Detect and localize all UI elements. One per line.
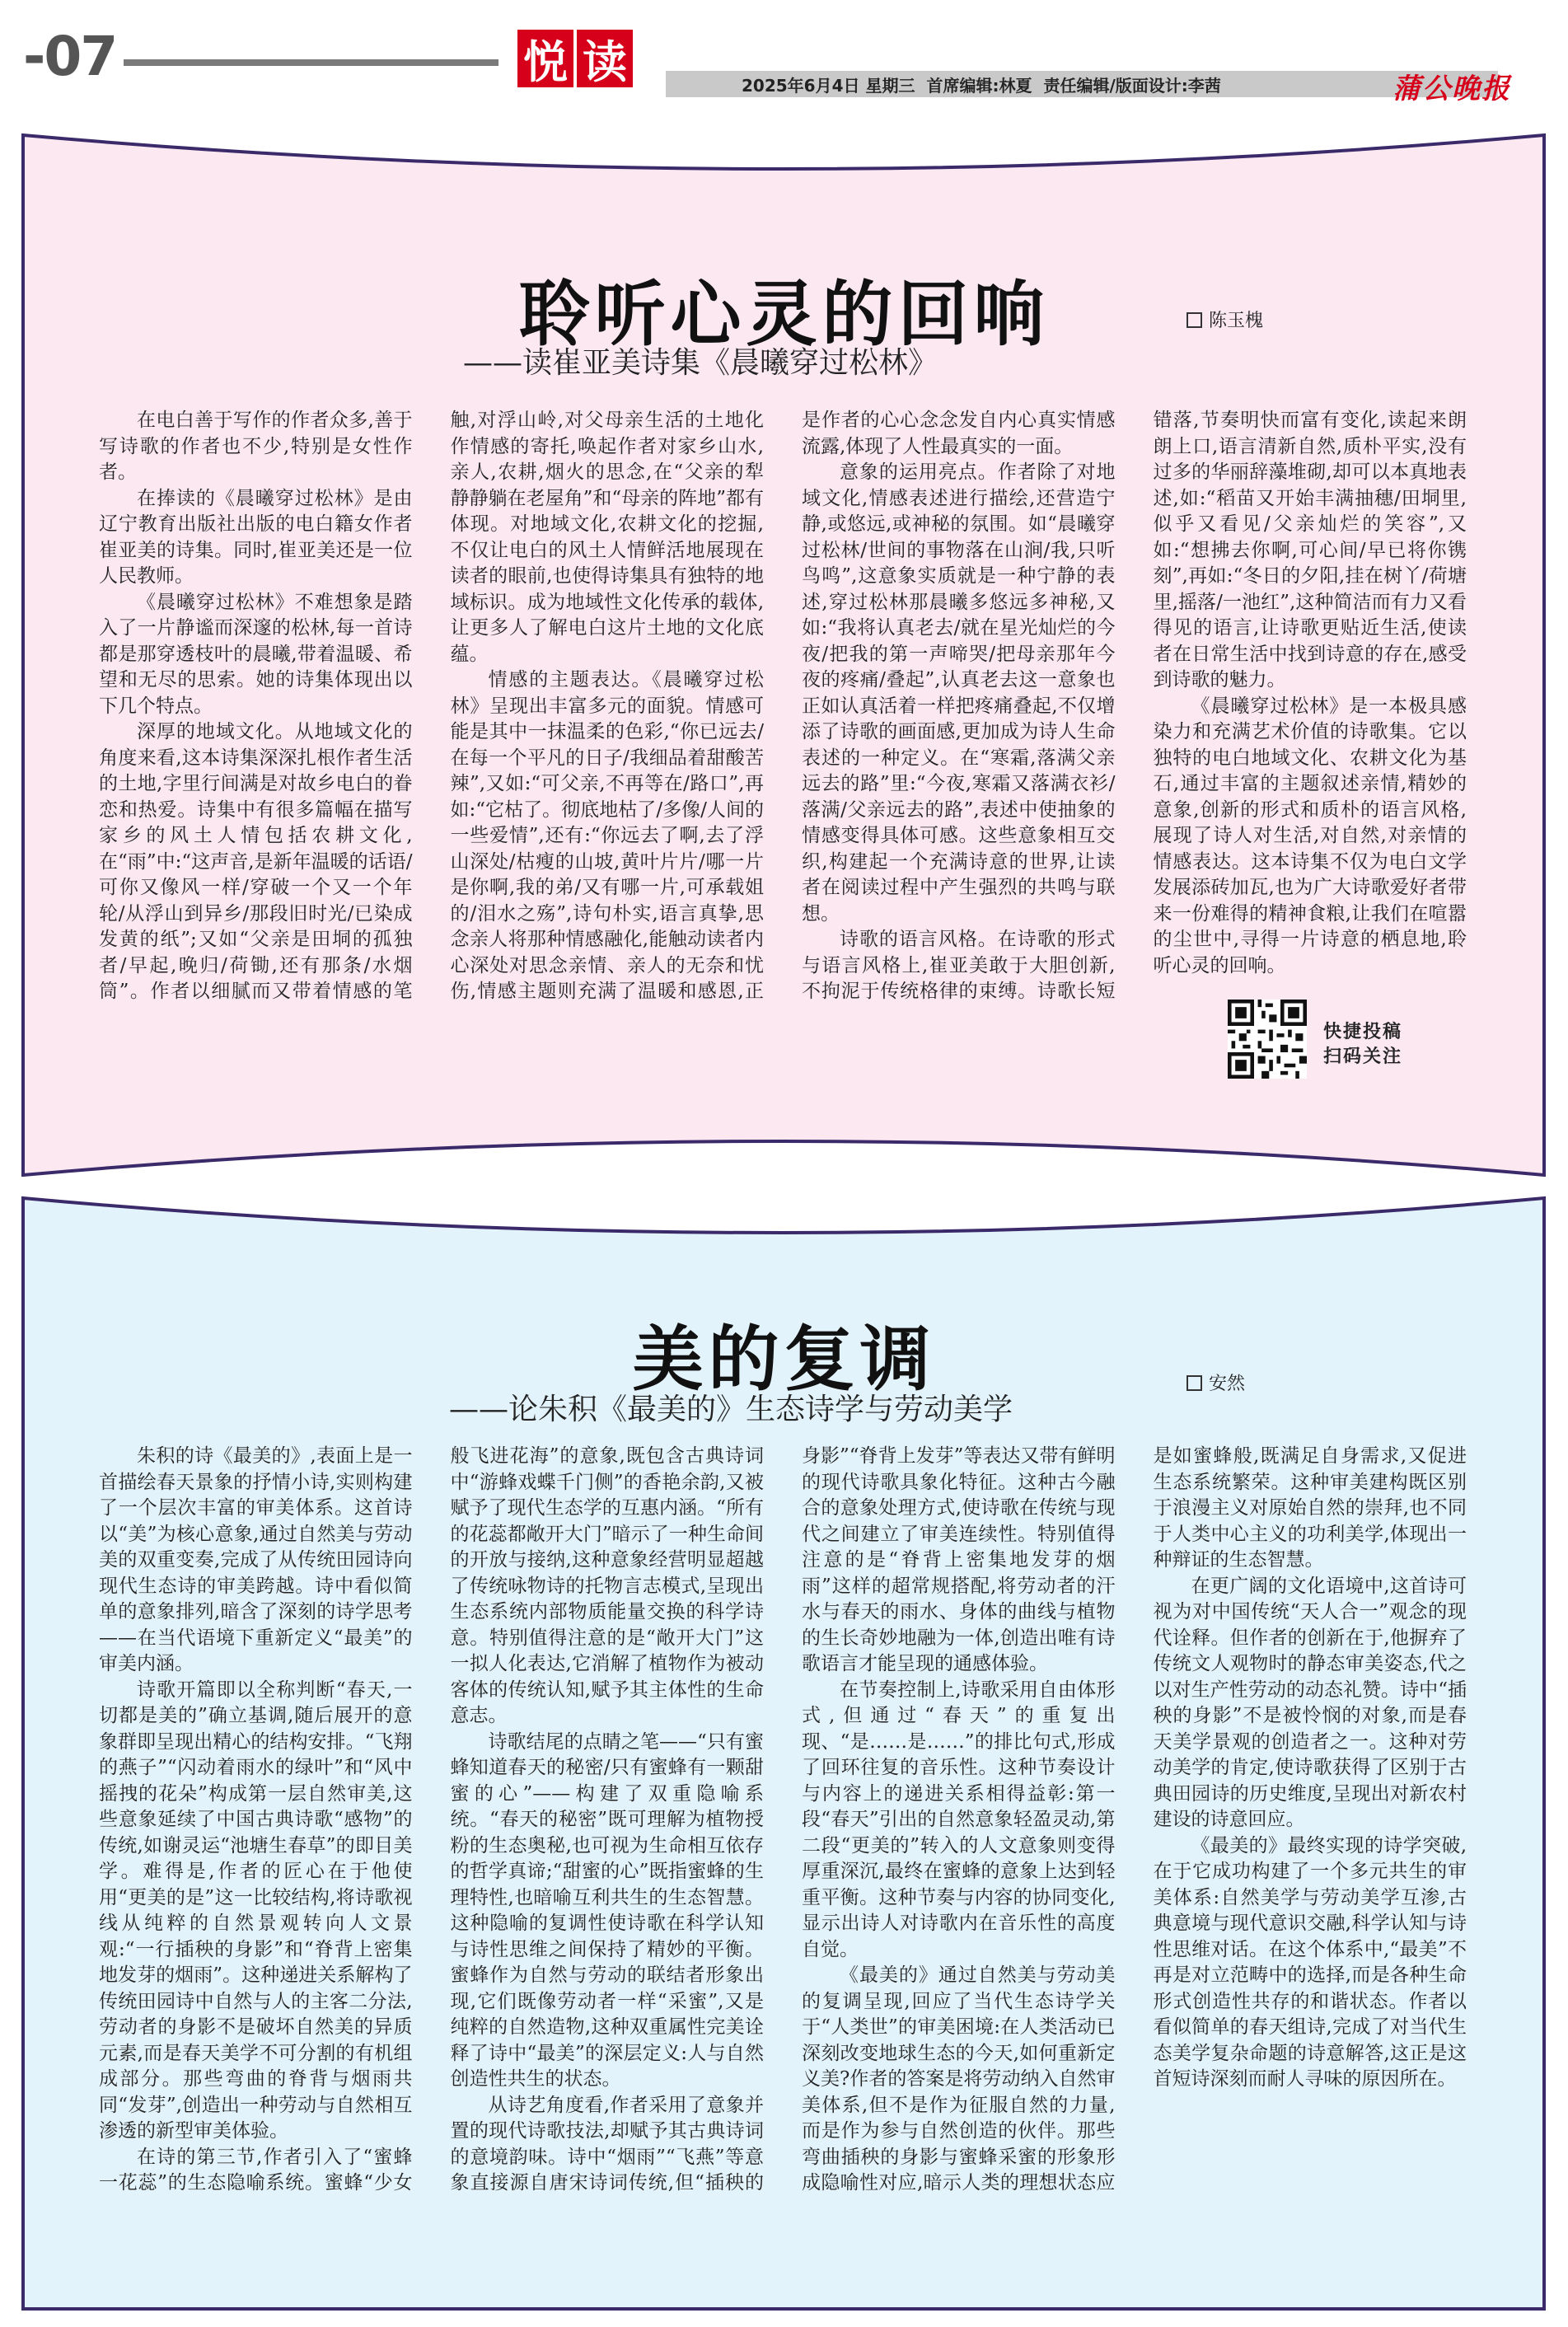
article-2-panel <box>0 1187 1568 2320</box>
article-2-paragraph: 在更广阔的文化语境中,这首诗可视为对中国传统“天人合一”观念的现代诠释。但作者的创新在于,他摒弃了传统文人观物时的静态审美姿态,代之以对生产性劳动的动态礼赞。诗中“插秧的身影”不是被怜悯的对象,而是春天美学景观的创造者之一。这种对劳动美学的肯定,使诗歌获得了区别于古典田园诗的历史维度,呈现出对新农村建设的诗意回应。 <box>1153 1575 1467 1830</box>
article-1-paragraph: 在电白善于写作的作者众多,善于写诗歌的作者也不少,特别是女性作者。 <box>99 410 413 483</box>
article-2-paragraph: 在诗的第三节,作者引入了“蜜蜂一花蕊”的生态隐喻系统。蜜蜂“少女般飞进花海”的意象,既包含古典诗词中“游蜂戏蝶千门侧”的香艳余韵,又被赋予了现代生态学的互惠内涵。“所有的花蕊都敞开大门”暗示了一种生命间的开放与接纳,这种意象经营明显超越了传统咏物诗的托物言志模式,呈现出生态系统内部物质能量交换的科学诗意。特别值得注意的是“敞开大门”这一拟人化表达,它消解了植物作为被动客体的传统认知,赋予其主体性的生命意志。 <box>99 1445 764 2194</box>
column-logo <box>517 30 633 87</box>
article-1-paragraph: 《晨曦穿过松林》是一本极具感染力和充满艺术价值的诗歌集。它以独特的电白地域文化、农耕文化为基石,通过丰富的主题叙述亲情,精妙的意象,创新的形式和质朴的语言风格,展现了诗人对生活,对自然,对亲情的情感表达。这本诗集不仅为电白文学发展添砖加瓦,也为广大诗歌爱好者带来一份难得的精神食粮,让我们在喧嚣的尘世中,寻得一片诗意的栖息地,聆听心灵的回响。 <box>1153 695 1467 976</box>
article-2-paragraph: 诗歌开篇即以全称判断“春天,一切都是美的”确立基调,随后展开的意象群即呈现出精心的结构安排。“飞翔的燕子”“闪动着雨水的绿叶”和“风中摇拽的花朵”构成第一层自然审美,这些意象延续了中国古典诗歌“感物”的传统,如谢灵运“池塘生春草”的即目美学。难得是,作者的匠心在于他使用“更美的是”这一比较结构,将诗歌视线从纯粹的自然景观转向人文景观:“一行插秧的身影”和“脊背上密集地发芽的烟雨”。这种递进关系解构了传统田园诗中自然与人的主客二分法,劳动者的身影不是破坏自然美的异质元素,而是春天美学不可分割的有机组成部分。那些弯曲的脊背与烟雨共同“发芽”,创造出一种劳动与自然相互渗透的新型审美体验。 <box>99 1679 413 2142</box>
article-1-paragraph: 诗歌的语言风格。在诗歌的形式与语言风格上,崔亚美敢于大胆创新,不拘泥于传统格律的束缚。诗歌长短错落,节奏明快而富有变化,读起来朗朗上口,语言清新自然,质朴平实,没有过多的华丽辞藻堆砌,却可以本真地表述,如:“稻苗又开始丰满抽穗/田垌里,似乎又看见/父亲灿烂的笑容”,又如:“想拂去你啊,可心间/早已将你镌刻”,再如:“冬日的夕阳,挂在树丫/荷塘里,摇落/一池红”,这种简洁而有力又看得见的语言,让诗歌更贴近生活,使读者在日常生活中找到诗意的存在,感受到诗歌的魅力。 <box>802 410 1467 1002</box>
author-box-icon <box>1187 312 1202 328</box>
page-header <box>0 0 1568 107</box>
issue-date: 2025年6月4日 星期三 <box>742 75 915 96</box>
qr-code-icon[interactable] <box>1228 1000 1307 1079</box>
article-1-paragraph: 在捧读的《晨曦穿过松林》是由辽宁教育出版社出版的电白籍女作者崔亚美的诗集。同时,崔亚美还是一位人民教师。 <box>99 487 413 587</box>
article-2-paragraph: 朱积的诗《最美的》,表面上是一首描绘春天景象的抒情小诗,实则构建了一个层次丰富的审美体系。这首诗以“美”为核心意象,通过自然美与劳动美的双重变奏,完成了从传统田园诗向现代生态诗的审美跨越。诗中看似简单的意象排列,暗含了深刻的诗学思考——在当代语境下重新定义“最美”的审美内涵。 <box>99 1445 413 1674</box>
article-1-body <box>99 408 1467 1092</box>
article-2-paragraph: 《最美的》最终实现的诗学突破,在于它成功构建了一个多元共生的审美体系:自然美学与劳动美学互渗,古典意境与现代意识交融,科学认知与诗性思维对话。在这个体系中,“最美”不再是对立范畴中的选择,而是各种生命形式创造性共存的和谐状态。作者以看似简单的春天组诗,完成了对当代生态美学复杂命题的诗意解答,这正是这首短诗深刻而耐人寻味的原因所在。 <box>1153 1834 1467 2090</box>
article-2-author <box>1187 1370 1245 1395</box>
qr-caption-line: 快捷投稿 <box>1323 1022 1403 1042</box>
issue-info-bar <box>666 71 1498 97</box>
article-1-author-name: 陈玉槐 <box>1209 311 1264 331</box>
article-2-title: 美的复调 <box>632 1318 936 1401</box>
article-1-paragraph: 意象的运用亮点。作者除了对地域文化,情感表述进行描绘,还营造宁静,或悠远,或神秘的氛围。如“晨曦穿过松林/世间的事物落在山涧/我,只听鸟鸣”,这意象实质就是一种宁静的表述,穿过松林那晨曦多悠远多神秘,又如:“我将认真老去/就在星光灿烂的今夜/把我的第一声啼哭/把母亲那年今夜的疼痛/叠起”,认真老去这一意象也正如认真活着一样把疼痛叠起,不仅增添了诗歌的画面感,更加成为诗人生命表述的一种定义。在“寒霜,落满父亲远去的路”里:“今夜,寒霜又落满衣衫/落满/父亲远去的路”,表述中使抽象的情感变得具体可感。这些意象相互交织,构建起一个充满诗意的世界,让读者在阅读过程中产生强烈的共鸣与联想。 <box>802 461 1116 925</box>
column-logo-char-1: 悦 <box>517 30 573 87</box>
article-2-paragraph: 从诗艺角度看,作者采用了意象并置的现代诗歌技法,却赋予其古典诗词的意境韵味。诗中“烟雨”“飞燕”等意象直接源自唐宋诗词传统,但“插秧的身影”“脊背上发芽”等表达又带有鲜明的现代诗歌具象化特征。这种古今融合的意象处理方式,使诗歌在传统与现代之间建立了审美连续性。特别值得注意的是“脊背上密集地发芽的烟雨”这样的超常规搭配,将劳动者的汗水与春天的雨水、身体的曲线与植物的生长奇妙地融为一体,创造出唯有诗歌语言才能呈现的通感体验。 <box>450 1445 1116 2194</box>
header-rule <box>124 59 498 66</box>
article-1-paragraph: 情感的主题表达。《晨曦穿过松林》呈现出丰富多元的面貌。情感可能是其中一抹温柔的色彩,“你已远去/在每一个平凡的日子/我细品着甜酸苦辣”,又如:“可父亲,不再等在/路口”,再如:“它枯了。彻底地枯了/多像/人间的一些爱情”,还有:“你远去了啊,去了浮山深处/枯瘦的山坡,黄叶片片/哪一片是你啊,我的弟/又有哪一片,可承载姐的/泪水之殇”,诗句朴实,语言真挚,思念亲人将那种情感融化,能触动读者内心深处对思念亲情、亲人的无奈和忧伤,情感主题则充满了温暖和感恩,正是作者的心心念念发自内心真实情感流露,体现了人性最真实的一面。 <box>450 410 1116 1002</box>
editor: 责任编辑/版面设计:李茜 <box>1043 75 1221 96</box>
page-number: -07 <box>23 25 117 88</box>
article-1-author <box>1187 307 1263 332</box>
article-2-author-name: 安然 <box>1209 1374 1246 1394</box>
article-1-paragraph: 深厚的地域文化。从地域文化的角度来看,这本诗集深深扎根作者生活的土地,字里行间满是对故乡电白的眷恋和热爱。诗集中有很多篇幅在描写家乡的风土人情包括农耕文化,在“雨”中:“这声音,是新年温暖的话语/可你又像风一样/穿破一个又一个年轮/从浮山到异乡/那段旧时光/已染成发黄的纸”;又如“父亲是田垌的孤独者/早起,晚归/荷锄,还有那条/水烟筒”。作者以细腻而又带着情感的笔触,对浮山岭,对父母亲生活的土地化作情感的寄托,唤起作者对家乡山水,亲人,农耕,烟火的思念,在“父亲的犁 静静躺在老屋角”和“母亲的阵地”都有体现。对地域文化,农耕文化的挖掘,不仅让电白的风土人情鲜活地展现在读者的眼前,也使得诗集具有独特的地域标识。成为地域性文化传承的载体,让更多人了解电白这片土地的文化底蕴。 <box>99 410 764 1002</box>
author-box-icon <box>1187 1375 1202 1391</box>
article-2-paragraph: 诗歌结尾的点睛之笔——“只有蜜蜂知道春天的秘密/只有蜜蜂有一颗甜蜜的心”——构建了双重隐喻系统。“春天的秘密”既可理解为植物授粉的生态奥秘,也可视为生命相互依存的哲学真谛;“甜蜜的心”既指蜜蜂的生理特性,也暗喻互利共生的生态智慧。这种隐喻的复调性使诗歌在科学认知与诗性思维之间保持了精妙的平衡。蜜蜂作为自然与劳动的联结者形象出现,它们既像劳动者一样“采蜜”,又是纯粹的自然造物,这种双重属性完美诠释了诗中“最美”的深层定义:人与自然创造性共生的状态。 <box>450 1730 764 2090</box>
article-2-body <box>99 1444 1467 2268</box>
chief-editor: 首席编辑:林夏 <box>926 75 1032 96</box>
newspaper-masthead: 蒲公晚报 <box>1392 73 1511 105</box>
article-2-subtitle: ——论朱积《最美的》生态诗学与劳动美学 <box>449 1393 1013 1426</box>
article-2-paragraph: 《最美的》通过自然美与劳动美的复调呈现,回应了当代生态诗学关于“人类世”的审美困境:在人类活动已深刻改变地球生态的今天,如何重新定义美?作者的答案是将劳动纳入自然审美体系,但不是作为征服自然的力量,而是作为参与自然创造的伙伴。那些弯曲插秧的身影与蜜蜂采蜜的形象形成隐喻性对应,暗示人类的理想状态应是如蜜蜂般,既满足自身需求,又促进生态系统繁荣。这种审美建构既区别于浪漫主义对原始自然的崇拜,也不同于人类中心主义的功利美学,体现出一种辩证的生态智慧。 <box>802 1445 1467 2194</box>
qr-caption-line: 扫码关注 <box>1323 1046 1403 1067</box>
article-1-paragraph: 《晨曦穿过松林》不难想象是踏入了一片静谧而深邃的松林,每一首诗都是那穿透枝叶的晨曦,带着温暖、希望和无尽的思索。她的诗集体现出以下几个特点。 <box>99 591 413 717</box>
article-1-title: 聆听心灵的回响 <box>518 273 1050 356</box>
article-2-paragraph: 在节奏控制上,诗歌采用自由体形式,但通过“春天”的重复出现、“是……是……”的排比句式,形成了回环往复的音乐性。这种节奏设计与内容上的递进关系相得益彰:第一段“春天”引出的自然意象轻盈灵动,第二段“更美的”转入的人文意象则变得厚重深沉,最终在蜜蜂的意象上达到轻重平衡。这种节奏与内容的协同变化,显示出诗人对诗歌内在音乐性的高度自觉。 <box>802 1679 1116 1960</box>
column-logo-char-2: 读 <box>577 30 633 87</box>
qr-caption <box>1323 1020 1402 1070</box>
article-1-subtitle: ——读崔亚美诗集《晨曦穿过松林》 <box>463 346 938 380</box>
